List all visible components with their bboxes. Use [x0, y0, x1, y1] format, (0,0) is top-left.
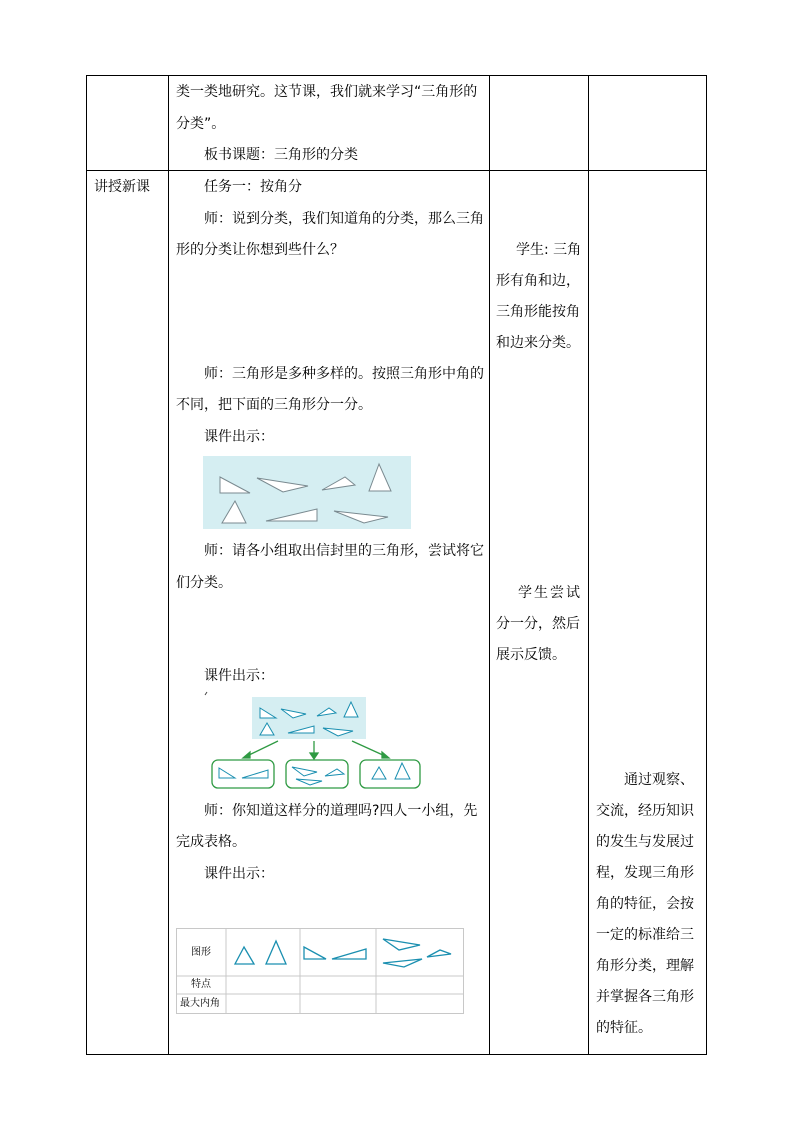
obtuse-triangle-b — [383, 959, 422, 967]
group-box-acute — [360, 760, 420, 788]
board-title: 板书课题：三角形的分类 — [204, 147, 358, 163]
table-divider-stage — [168, 75, 169, 1055]
teacher-question-2a: 师：三角形是多种多样的。按照三角形中角的 — [204, 366, 484, 382]
row-label-max-angle: 最大内角 — [180, 998, 220, 1009]
row-label-features: 特点 — [191, 979, 211, 990]
table-border-top — [86, 75, 707, 76]
teacher-question-4a: 师：你知道这样分的道理吗?四人一小组，先 — [204, 803, 478, 819]
intent-line-2: 交流，经历知识 — [596, 803, 694, 819]
teacher-question-4b: 完成表格。 — [176, 834, 246, 850]
teacher-question-1a: 师：说到分类，我们知道角的分类，那么三角 — [204, 211, 484, 227]
courseware-label-2: 课件出示： — [204, 668, 274, 684]
student-response-2a: 学生尝试 — [518, 585, 582, 601]
worksheet-table — [176, 928, 464, 1014]
acute-triangle-b — [266, 941, 286, 964]
intent-line-4: 程，发现三角形 — [596, 865, 694, 881]
student-response-1b: 形有角和边， — [496, 273, 580, 289]
intent-line-6: 一定的标准给三 — [596, 927, 694, 943]
student-response-2b: 分一分，然后 — [496, 616, 580, 632]
obtuse-triangle-a — [383, 939, 420, 950]
intent-line-8: 并掌握各三角形 — [596, 989, 694, 1005]
intent-line-9: 的特征。 — [596, 1020, 652, 1036]
row-label-figure: 图形 — [191, 947, 211, 958]
student-response-1a: 学生: 三角 — [516, 242, 582, 258]
classification-diagram — [200, 690, 425, 792]
intent-line-5: 角的特征，会按 — [596, 896, 694, 912]
table-divider-student — [489, 75, 490, 1055]
table-border-bottom — [86, 1054, 707, 1055]
teacher-question-3b: 们分类。 — [176, 575, 232, 591]
student-response-1c: 三角形能按角 — [496, 304, 580, 320]
intro-text-line1: 类一类地研究。这节课，我们就来学习“三角形的 — [176, 84, 478, 100]
right-triangle-a — [304, 947, 326, 959]
table-row-divider — [86, 170, 707, 171]
teacher-question-3a: 师：请各小组取出信封里的三角形，尝试将它 — [204, 543, 484, 559]
teacher-question-2b: 不同，把下面的三角形分一分。 — [176, 397, 372, 413]
table-divider-intent — [588, 75, 589, 1055]
student-response-1d: 和边来分类。 — [496, 335, 580, 351]
right-triangle-b — [332, 949, 366, 959]
table-border-right — [706, 75, 707, 1055]
stray-mark — [205, 692, 207, 695]
teacher-question-1b: 形的分类让你想到些什么？ — [176, 242, 344, 258]
triangles-panel-figure — [203, 456, 411, 529]
intent-line-3: 的发生与发展过 — [596, 834, 694, 850]
table-border-left — [86, 75, 87, 1055]
task-heading: 任务一：按角分 — [204, 179, 302, 195]
courseware-label-3: 课件出示： — [204, 866, 274, 882]
intent-line-1: 通过观察、 — [624, 772, 694, 788]
student-response-2c: 展示反馈。 — [496, 647, 566, 663]
intro-text-line2: 分类”。 — [176, 116, 226, 132]
courseware-label-1: 课件出示： — [204, 429, 274, 445]
acute-triangle-a — [235, 947, 254, 964]
obtuse-triangle-c — [427, 950, 451, 957]
stage-label: 讲授新课 — [94, 179, 150, 195]
intent-line-7: 角形分类，理解 — [596, 958, 694, 974]
